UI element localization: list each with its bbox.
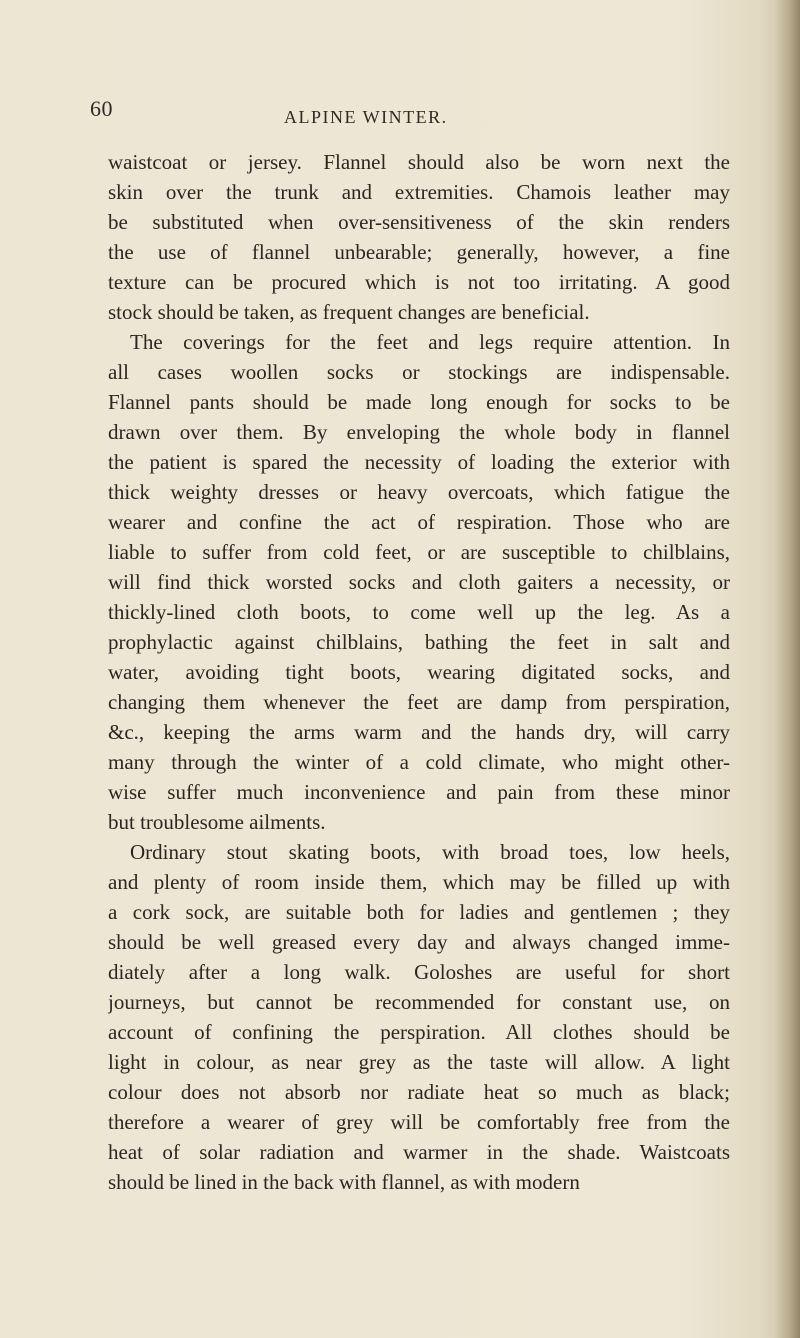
text-line: should be lined in the back with flannel, as with modern bbox=[108, 1170, 580, 1194]
text-line: will find thick worsted socks and cloth gaiters a necessity, or bbox=[108, 570, 730, 594]
text-line: the patient is spared the necessity of loading the exterior with bbox=[108, 450, 730, 474]
text-line: texture can be procured which is not too irritating. A good bbox=[108, 270, 730, 294]
text-line: account of confining the perspiration. All clothes should be bbox=[108, 1020, 730, 1044]
text-line: thickly-lined cloth boots, to come well up the leg. As a bbox=[108, 600, 730, 624]
text-line: &c., keeping the arms warm and the hands dry, will carry bbox=[108, 720, 730, 744]
text-line: water, avoiding tight boots, wearing digitated socks, and bbox=[108, 660, 730, 684]
text-line: heat of solar radiation and warmer in the shade. Waistcoats bbox=[108, 1140, 730, 1164]
text-line: colour does not absorb nor radiate heat so much as black; bbox=[108, 1080, 730, 1104]
text-line: should be well greased every day and always changed imme- bbox=[108, 930, 730, 954]
text-line: many through the winter of a cold climate, who might other- bbox=[108, 750, 730, 774]
text-line: wearer and confine the act of respiration. Those who are bbox=[108, 510, 730, 534]
text-line: waistcoat or jersey. Flannel should also be worn next the bbox=[108, 150, 730, 174]
running-title: ALPINE WINTER. bbox=[284, 107, 448, 127]
body-text bbox=[108, 147, 730, 1197]
text-line: liable to suffer from cold feet, or are susceptible to chilblains, bbox=[108, 540, 730, 564]
text-line: the use of flannel unbearable; generally, however, a fine bbox=[108, 240, 730, 264]
page-edge-shadow bbox=[774, 0, 800, 1338]
text-line: drawn over them. By enveloping the whole body in flannel bbox=[108, 420, 730, 444]
text-line: therefore a wearer of grey will be comfortably free from the bbox=[108, 1110, 730, 1134]
text-line: skin over the trunk and extremities. Chamois leather may bbox=[108, 180, 730, 204]
text-line: thick weighty dresses or heavy overcoats, which fatigue the bbox=[108, 480, 730, 504]
text-line: changing them whenever the feet are damp from perspiration, bbox=[108, 690, 730, 714]
text-line: Ordinary stout skating boots, with broad toes, low heels, bbox=[130, 840, 730, 864]
text-line: but troublesome ailments. bbox=[108, 810, 326, 834]
text-line: Flannel pants should be made long enough for socks to be bbox=[108, 390, 730, 414]
text-line: wise suffer much inconvenience and pain from these minor bbox=[108, 780, 730, 804]
page-number: 60 bbox=[90, 96, 113, 121]
text-line: a cork sock, are suitable both for ladies and gentlemen ; they bbox=[108, 900, 730, 924]
text-line: diately after a long walk. Goloshes are useful for short bbox=[108, 960, 730, 984]
text-line: prophylactic against chilblains, bathing the feet in salt and bbox=[108, 630, 730, 654]
text-line: journeys, but cannot be recommended for constant use, on bbox=[108, 990, 730, 1014]
text-line: light in colour, as near grey as the taste will allow. A light bbox=[108, 1050, 730, 1074]
text-line: The coverings for the feet and legs require attention. In bbox=[130, 330, 730, 354]
text-line: and plenty of room inside them, which may be filled up with bbox=[108, 870, 730, 894]
text-line: all cases woollen socks or stockings are indispensable. bbox=[108, 360, 730, 384]
text-line: be substituted when over-sensitiveness of the skin renders bbox=[108, 210, 730, 234]
text-line: stock should be taken, as frequent changes are beneficial. bbox=[108, 300, 590, 324]
